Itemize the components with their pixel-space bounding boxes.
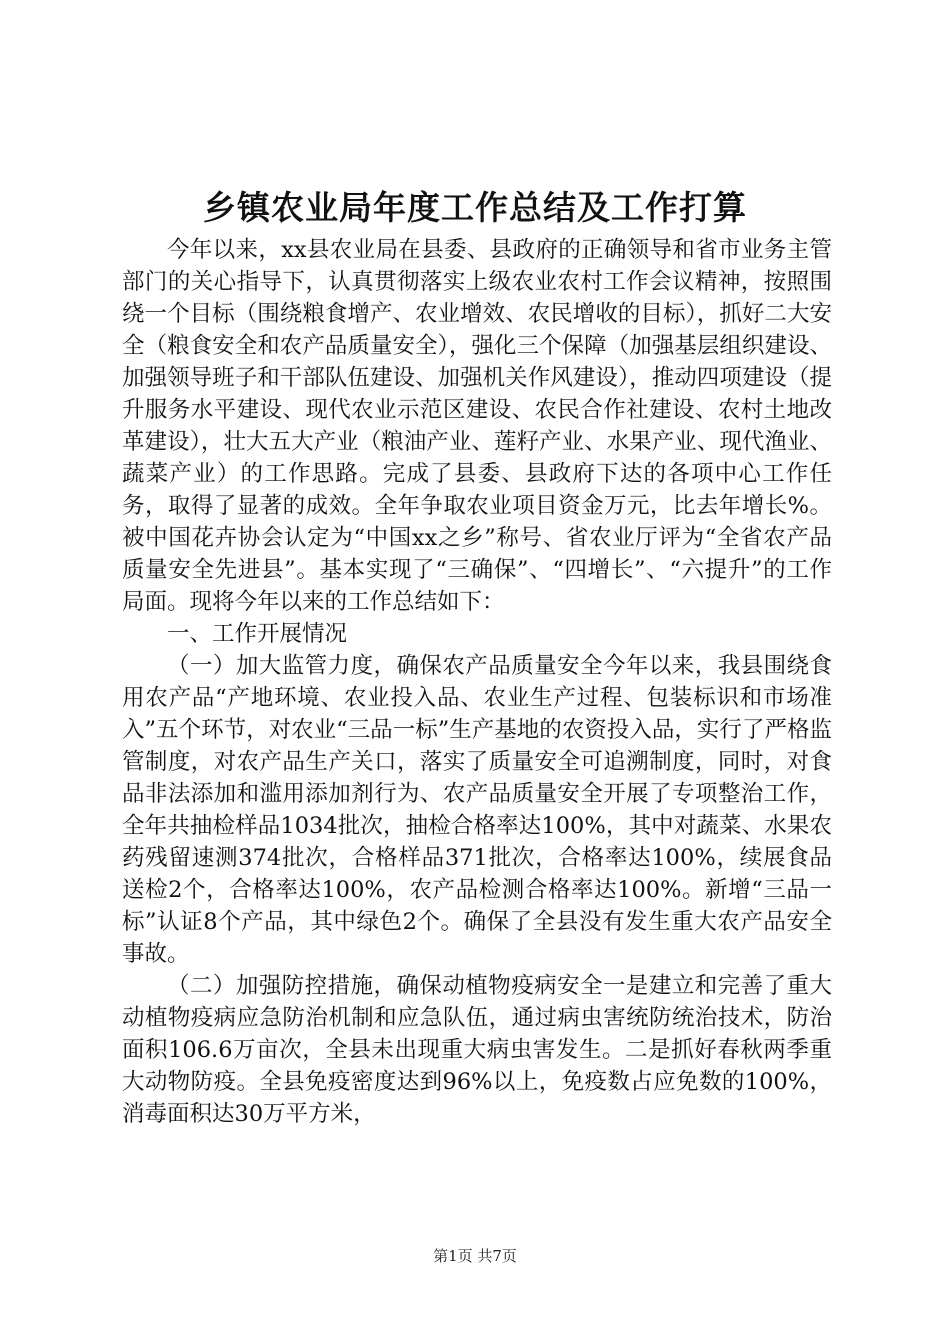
paragraph-quality-safety: （一）加大监管力度，确保农产品质量安全今年以来，我县围绕食用农产品“产地环境、农业投入品、农业生产过程、包装标识和市场准入”五个环节，对农业“三品一标”生产基地的农资投入品，实行了严格监管制度，对农产品生产关口，落实了质量安全可追溯制度，同时，对食品非法添加和滥用添加剂行为、农产品质量安全开展了专项整治工作，全年共抽检样品1034批次，抽检合格率达100%，其中对蔬菜、水果农药残留速测374批次，合格样品371批次，合格率达100%，续展食品送检2个，合格率达100%，农产品检测合格率达100%。新增“三品一标”认证8个产品，其中绿色2个。确保了全县没有发生重大农产品安全事故。 xyxy=(122,653,832,967)
page-number: 第1页 共7页 xyxy=(433,1247,517,1265)
document-body xyxy=(122,234,832,1130)
paragraph-disease-control: （二）加强防控措施，确保动植物疫病安全一是建立和完善了重大动植物疫病应急防治机制和应急队伍，通过病虫害统防统治技术，防治面积106.6万亩次，全县未出现重大病虫害发生。二是抓好春秋两季重大动物防疫。全县免疫密度达到96%以上，免疫数占应免数的100%，消毒面积达30万平方米， xyxy=(122,973,832,1127)
paragraph-intro: 今年以来，xx县农业局在县委、县政府的正确领导和省市业务主管部门的关心指导下，认真贯彻落实上级农业农村工作会议精神，按照围绕一个目标（围绕粮食增产、农业增效、农民增收的目标），抓好二大安全（粮食安全和农产品质量安全），强化三个保障（加强基层组织建设、加强领导班子和干部队伍建设、加强机关作风建设），推动四项建设（提升服务水平建设、现代农业示范区建设、农民合作社建设、农村土地改革建设），壮大五大产业（粮油产业、莲籽产业、水果产业、现代渔业、蔬菜产业）的工作思路。完成了县委、县政府下达的各项中心工作任务，取得了显著的成效。全年争取农业项目资金万元，比去年增长%。被中国花卉协会认定为“中国xx之乡”称号、省农业厅评为“全省农产品质量安全先进县”。基本实现了“三确保”、“四增长”、“六提升”的工作局面。现将今年以来的工作总结如下： xyxy=(122,237,832,615)
page-title: 乡镇农业局年度工作总结及工作打算 xyxy=(203,188,747,227)
section-heading: 一、工作开展情况 xyxy=(167,621,348,647)
